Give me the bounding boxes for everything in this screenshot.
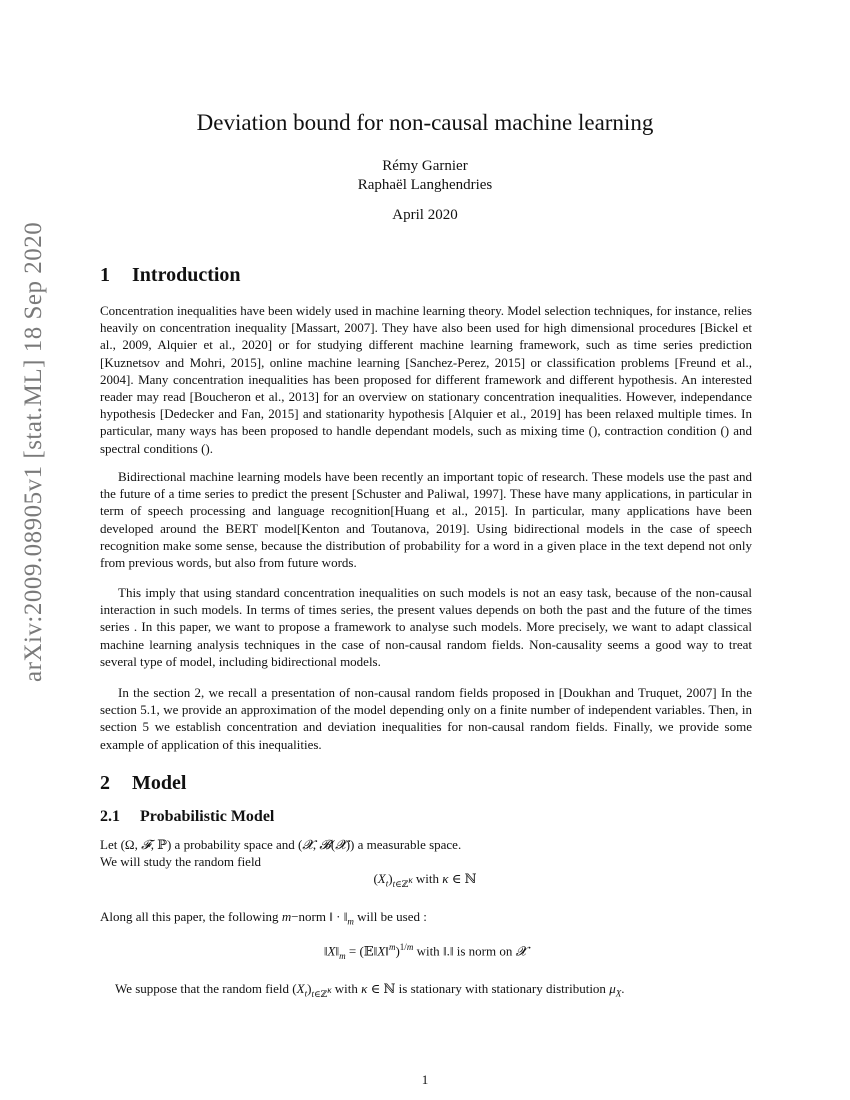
- section-heading-model: [100, 772, 186, 795]
- section-title: Model: [132, 772, 187, 794]
- intro-paragraph-3: This imply that using standard concentration inequalities on such models is not an easy task, because of the non-causal interaction in such models. In terms of times series, the present values depends on both the past and the future of the times series . In this paper, we want to propose a framework to analyse such models. More precisely, we want to adapt classical machine learning analysis techniques in the case of non-causal random fields. Non-causality seems a good way to treat several type of model, including bidirectional models.: [100, 585, 752, 669]
- section-number: 1: [100, 264, 110, 286]
- stationarity-sentence: We suppose that the random field $(X_t)_{t\in ℤ^\kappa}$ with κ ∈ ℕ is stationary with stationary distribution $\mu_X$.: [115, 981, 625, 999]
- section-number: 2: [100, 772, 110, 794]
- author-2: Raphaël Langhendries: [357, 177, 493, 193]
- intro-paragraph-4: In the section 2, we recall a presentation of non-causal random fields proposed in [Doukhan and Truquet, 2007] In the section 5.1, we provide an approximation of the model depending only on a finite number of independent variables. Then, in section 5 we establish concentration and deviation inequalities for non-causal random fields. Finally, we provide some example of application of this inequalities.: [100, 685, 752, 752]
- equation-norm: $‖X‖_m$ = (𝔼‖X‖$^m$)$^{1/m}$ with ‖.‖ is norm on 𝓧: [323, 942, 527, 961]
- page-number: 1: [421, 1072, 429, 1087]
- paper-title: Deviation bound for non-causal machine learning: [196, 110, 654, 135]
- norm-definition-sentence: Along all this paper, the following m−norm ‖ · $‖_m$ will be used :: [100, 909, 427, 927]
- intro-paragraph-1: Concentration inequalities have been widely used in machine learning theory. Model selection techniques, for instance, relies heavily on concentration inequality [Massart, 2007]. They have also been used for high dimensional procedures [Bickel et al., 2009, Alquier et al., 2020] or for studying different machine learning framework, such as time series prediction [Kuznetsov and Mohri, 2015], online machine learning [Sanchez-Perez, 2015] or classification problems [Freund et al., 2004]. Many concentration inequalities has been proposed for different framework and different hypothesis. An interested reader may read [Boucheron et al., 2013] for an overview on stationary concentration inequalities. However, independance hypothesis [Dedecker and Fan, 2015] and stationarity hypothesis [Alquier et al., 2019] has been relaxed multiple times. In particular, many ways has been proposed to handle dependant models, such as mixing time (), contraction condition () and spectral conditions ().: [100, 303, 752, 456]
- section-title: Introduction: [132, 264, 241, 286]
- paper-date: April 2020: [392, 207, 458, 223]
- section-heading-introduction: [100, 264, 241, 287]
- intro-paragraph-2: Bidirectional machine learning models have been recently an important topic of research. These models use the past and the future of a time series to predict the present [Schuster and Paliwal, 1997]. These have many applications, in particular in term of speech processing and language recognition[Huang et al., 2015]. In particular, many applications have been developed around the BERT model[Kenton and Toutanova, 2019]. Using bidirectional models in the case of speech recognition make some sense, because the distribution of probability for a word in a given place in the text depend not only from previous words, but also from future words.: [100, 469, 752, 571]
- random-field-sentence: We will study the random field: [100, 854, 262, 869]
- arxiv-identifier: arXiv:2009.08905v1 [stat.ML] 18 Sep 2020: [20, 221, 47, 682]
- subsection-title: Probabilistic Model: [140, 808, 275, 825]
- equation-random-field: $(X_t)_{t\in ℤ^\kappa}$ with κ ∈ ℕ: [373, 871, 477, 889]
- probability-space-sentence: Let (Ω, 𝓕, ℙ) a probability space and (𝓧, 𝓑(𝓧)) a measurable space.: [100, 837, 462, 852]
- subsection-heading-probabilistic-model: [100, 808, 274, 826]
- subsection-number: 2.1: [100, 808, 120, 825]
- author-1: Rémy Garnier: [382, 158, 468, 174]
